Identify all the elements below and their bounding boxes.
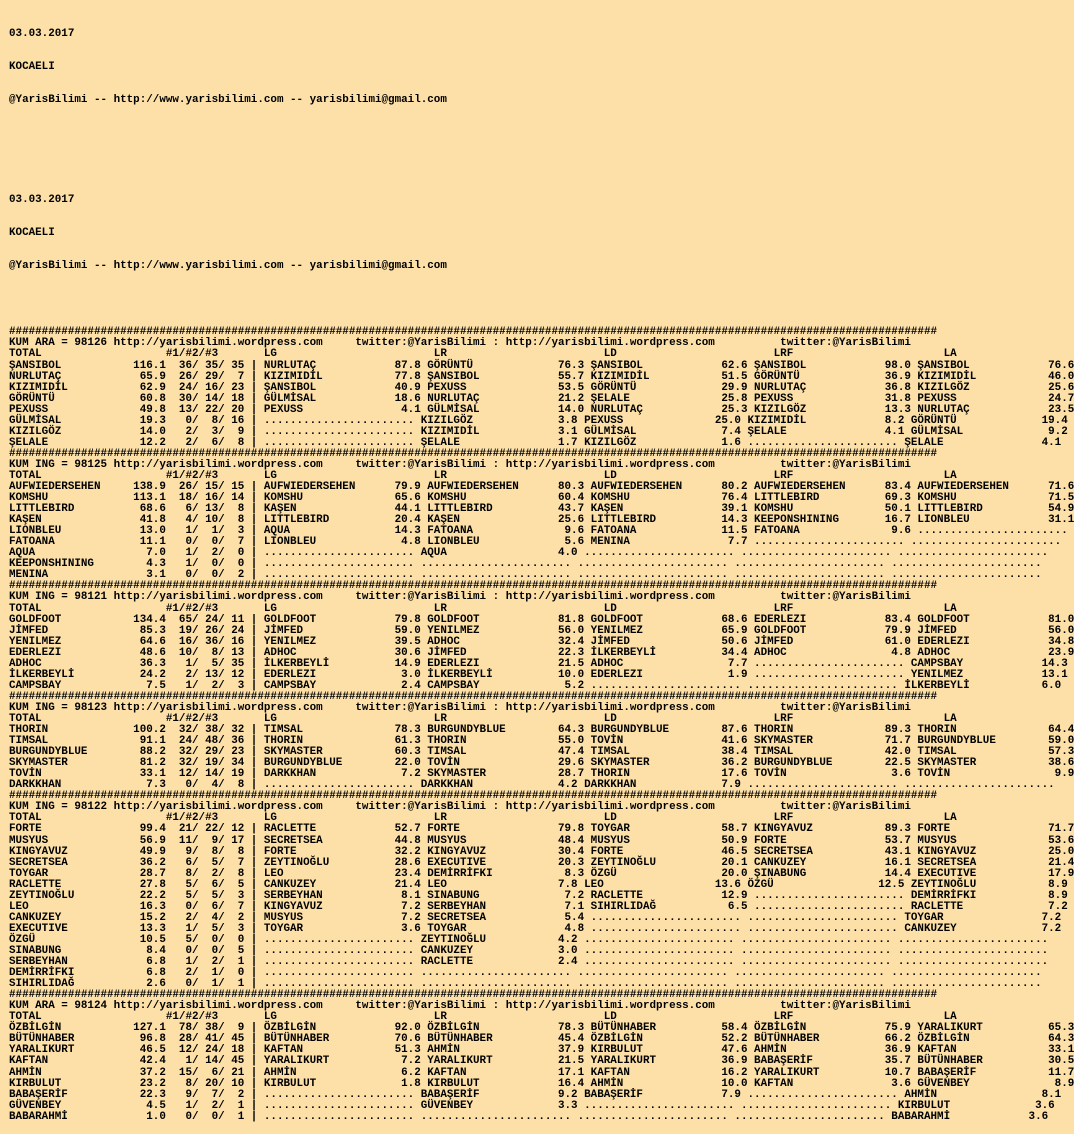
header-city: KOCAELI xyxy=(9,226,55,239)
result-row: YENILMEZ 64.6 16/ 36/ 16 | YENILMEZ 39.5 ADHOC 32.4 JİMFED 50.6 JİMFED 61.0 EDERLEZI 34.8 xyxy=(9,635,1074,648)
column-headers: TOTAL #1/#2/#3 LG LR LD LRF LA xyxy=(9,348,957,361)
section-title: KUM ARA = 98126 http://yarisbilimi.wordpress.com twitter:@YarisBilimi : http://yarisbilimi.wordpress.com twitter:@YarisBilimi xyxy=(9,337,911,350)
result-row: CAMPSBAY 7.5 1/ 2/ 3 | CAMPSBAY 2.4 CAMPSBAY 5.2 ....................... ....................... İLKERBEYLİ 6.0 xyxy=(9,679,1062,692)
result-row: KAŞEN 41.8 4/ 10/ 8 | LITTLEBIRD 20.4 KAŞEN 25.6 LITTLEBIRD 14.3 KEEPONSHINING 16.7 LIONBLEU 31.1 xyxy=(9,514,1074,527)
result-row: AHMİN 37.2 15/ 6/ 21 | AHMİN 6.2 KAFTAN 17.1 KAFTAN 16.2 YARALIKURT 10.7 BABAŞERİF 11.7 xyxy=(9,1066,1074,1079)
result-row: LEO 16.3 0/ 6/ 7 | KINGYAVUZ 7.2 SERBEYHAN 7.1 SIHIRLIDAĞ 6.5 ....................... RACLETTE 7.2 xyxy=(9,900,1068,913)
result-row: FATOANA 11.1 0/ 0/ 7 | LIONBLEU 4.8 LIONBLEU 5.6 MENINA 7.7 ....................... ....................... xyxy=(9,536,1062,549)
result-row: BABARAHMİ 1.0 0/ 0/ 1 | ....................... ....................... ....................... ....................... BABARAHMİ 3.6 xyxy=(9,1110,1049,1123)
race-section xyxy=(9,990,1074,1123)
column-headers: TOTAL #1/#2/#3 LG LR LD LRF LA xyxy=(9,812,957,825)
race-section xyxy=(9,327,1074,449)
result-row: BÜTÜNHABER 96.8 28/ 41/ 45 | BÜTÜNHABER 70.6 BÜTÜNHABER 45.4 ÖZBİLGİN 52.2 BÜTÜNHABER 66.2 ÖZBİLGİN 64.3 xyxy=(9,1033,1074,1046)
section-divider: ############################################################################################################################################## xyxy=(9,989,938,1002)
column-headers: TOTAL #1/#2/#3 LG LR LD LRF LA xyxy=(9,469,957,482)
section-title: KUM ING = 98125 http://yarisbilimi.wordpress.com twitter:@YarisBilimi : http://yarisbilimi.wordpress.com twitter:@YarisBilimi xyxy=(9,458,911,471)
result-row: ŞELALE 12.2 2/ 6/ 8 | ....................... ŞELALE 1.7 KIZILGÖZ 1.6 ....................... ŞELALE 4.1 xyxy=(9,436,1062,449)
result-row: YARALIKURT 46.5 12/ 24/ 18 | KAFTAN 51.3 AHMİN 37.9 KIRBULUT 47.6 AHMİN 36.9 KAFTAN 33.1 xyxy=(9,1044,1074,1057)
result-row: SECRETSEA 36.2 6/ 5/ 7 | ZEYTINOĞLU 28.6 EXECUTIVE 20.3 ZEYTINOĞLU 20.1 CANKUZEY 16.1 SECRETSEA 21.4 xyxy=(9,856,1074,869)
result-row: KINGYAVUZ 49.9 9/ 8/ 8 | FORTE 32.2 KINGYAVUZ 30.4 FORTE 46.5 SECRETSEA 43.1 KINGYAVUZ 25.0 xyxy=(9,845,1074,858)
result-row: ÖZGÜ 10.5 5/ 0/ 0 | ....................... ZEYTINOĞLU 4.2 ....................... ....................... ....................... xyxy=(9,933,1049,946)
header-city: KOCAELI xyxy=(9,61,55,74)
result-row: KIZIMIDİL 62.9 24/ 16/ 23 | ŞANSIBOL 40.9 PEXUSS 53.5 GÖRÜNTÜ 29.9 NURLUTAÇ 36.8 KIZILGÖZ 25.6 xyxy=(9,381,1074,394)
section-divider: ############################################################################################################################################## xyxy=(9,790,938,803)
result-row: BABAŞERİF 22.3 9/ 7/ 2 | ....................... BABAŞERİF 9.2 BABAŞERİF 7.9 ....................... AHMİN 8.1 xyxy=(9,1088,1062,1101)
section-title: KUM ING = 98123 http://yarisbilimi.wordpress.com twitter:@YarisBilimi : http://yarisbilimi.wordpress.com twitter:@YarisBilimi xyxy=(9,701,911,714)
result-row: EXECUTIVE 13.3 1/ 5/ 3 | TOYGAR 3.6 TOYGAR 4.8 ....................... ....................... CANKUZEY 7.2 xyxy=(9,922,1062,935)
race-section xyxy=(9,581,1074,691)
result-row: SIHIRLIDAĞ 2.6 0/ 1/ 1 | ....................... ....................... ....................... ....................... ....................... xyxy=(9,978,1042,991)
result-row: MENINA 3.1 0/ 0/ 2 | ....................... ....................... ....................... ....................... ....................... xyxy=(9,569,1042,582)
section-divider: ############################################################################################################################################## xyxy=(9,690,938,703)
header-date: 03.03.2017 xyxy=(9,193,75,206)
result-row: CANKUZEY 15.2 2/ 4/ 2 | MUSYUS 7.2 SECRETSEA 5.4 ....................... ....................... TOYGAR 7.2 xyxy=(9,911,1062,924)
result-row: ÖZBİLGİN 127.1 78/ 38/ 9 | ÖZBİLGİN 92.0 ÖZBİLGİN 78.3 BÜTÜNHABER 58.4 ÖZBİLGİN 75.9 YARALIKURT 65.3 xyxy=(9,1022,1074,1035)
race-section xyxy=(9,791,1074,990)
result-row: PEXUSS 49.8 13/ 22/ 20 | PEXUSS 4.1 GÜLMİSAL 14.0 NURLUTAÇ 25.3 KIZILGÖZ 13.3 NURLUTAÇ 23.5 xyxy=(9,403,1074,416)
result-row: ADHOC 36.3 1/ 5/ 35 | İLKERBEYLİ 14.9 EDERLEZI 21.5 ADHOC 7.7 ....................... CAMPSBAY 14.3 xyxy=(9,657,1068,670)
result-row: BURGUNDYBLUE 88.2 32/ 29/ 23 | SKYMASTER 60.3 TIMSAL 47.4 TIMSAL 38.4 TIMSAL 42.0 TIMSAL 57.3 xyxy=(9,746,1074,759)
header-contact: @YarisBilimi -- http://www.yarisbilimi.com -- yarisbilimi@gmail.com xyxy=(9,94,447,107)
results-document xyxy=(9,7,1074,1134)
result-row: AUFWIEDERSEHEN 138.9 26/ 15/ 15 | AUFWIEDERSEHEN 79.9 AUFWIEDERSEHEN 80.3 AUFWIEDERSEHEN 80.2 AUFWIEDERSEHEN 83.4 AUFWIEDERSEHEN 71.6 xyxy=(9,481,1074,494)
result-row: TOYGAR 28.7 8/ 2/ 8 | LEO 23.4 DEMİRRİFKI 8.3 ÖZGÜ 20.0 ŞINABUNG 14.4 EXECUTIVE 17.9 xyxy=(9,867,1074,880)
column-headers: TOTAL #1/#2/#3 LG LR LD LRF LA xyxy=(9,602,957,615)
result-row: JİMFED 85.3 19/ 26/ 24 | JİMFED 59.0 YENILMEZ 56.0 YENILMEZ 65.9 GOLDFOOT 79.9 JİMFED 56.0 xyxy=(9,624,1074,637)
result-row: DEMİRRİFKI 6.8 2/ 1/ 0 | ....................... ....................... ....................... ....................... ....................... xyxy=(9,967,1042,980)
result-row: KIZILGÖZ 14.0 2/ 3/ 9 | ....................... KIZIMIDİL 3.1 GÜLMİSAL 7.4 ŞELALE 4.1 GÜLMİSAL 9.2 xyxy=(9,425,1068,438)
header-date: 03.03.2017 xyxy=(9,28,75,41)
column-headers: TOTAL #1/#2/#3 LG LR LD LRF LA xyxy=(9,1011,957,1024)
result-row: EDERLEZI 48.6 10/ 8/ 13 | ADHOC 30.6 JİMFED 22.3 İLKERBEYLİ 34.4 ADHOC 4.8 ADHOC 23.9 xyxy=(9,646,1074,659)
section-title: KUM ING = 98121 http://yarisbilimi.wordpress.com twitter:@YarisBilimi : http://yarisbilimi.wordpress.com twitter:@YarisBilimi xyxy=(9,591,911,604)
column-headers: TOTAL #1/#2/#3 LG LR LD LRF LA xyxy=(9,713,957,725)
result-row: RACLETTE 27.8 5/ 6/ 5 | CANKUZEY 21.4 LEO 7.8 LEO 13.6 ÖZGÜ 12.5 ZEYTINOĞLU 8.9 xyxy=(9,878,1068,891)
result-row: KOMSHU 113.1 18/ 16/ 14 | KOMSHU 65.6 KOMSHU 60.4 KOMSHU 76.4 LITTLEBIRD 69.3 KOMSHU 71.5 xyxy=(9,492,1074,505)
section-divider: ############################################################################################################################################## xyxy=(9,447,938,460)
section-title: KUM ING = 98122 http://yarisbilimi.wordpress.com twitter:@YarisBilimi : http://yarisbilimi.wordpress.com twitter:@YarisBilimi xyxy=(9,801,911,814)
spacer xyxy=(9,162,1074,173)
result-row: THORIN 100.2 32/ 38/ 32 | TIMSAL 78.3 BURGUNDYBLUE 64.3 BURGUNDYBLUE 87.6 THORIN 89.3 THORIN 64.4 xyxy=(9,724,1074,737)
race-sections xyxy=(9,327,1074,1122)
result-row: KEEPONSHINING 4.3 1/ 0/ 0 | ....................... ....................... ....................... ....................... ....................... xyxy=(9,558,1042,571)
result-row: KIRBULUT 23.2 8/ 20/ 10 | KIRBULUT 1.8 KIRBULUT 16.4 AHMİN 10.0 KAFTAN 3.6 GÜVENBEY 8.9 xyxy=(9,1077,1074,1090)
result-row: FORTE 99.4 21/ 22/ 12 | RACLETTE 52.7 FORTE 79.8 TOYGAR 58.7 KINGYAVUZ 89.3 FORTE 71.7 xyxy=(9,823,1074,836)
result-row: SKYMASTER 81.2 32/ 19/ 34 | BURGUNDYBLUE 22.0 TOVİN 29.6 SKYMASTER 36.2 BURGUNDYBLUE 22.5 SKYMASTER 38.6 xyxy=(9,757,1074,770)
result-row: SERBEYHAN 6.8 1/ 2/ 1 | ....................... RACLETTE 2.4 ....................... ....................... ....................... xyxy=(9,956,1049,969)
result-row: NURLUTAÇ 65.9 26/ 29/ 7 | KIZIMIDİL 77.8 ŞANSIBOL 55.7 KIZIMIDİL 51.5 GÖRÜNTÜ 36.9 KIZIMIDİL 46.0 xyxy=(9,370,1074,383)
result-row: GÜLMİSAL 19.3 0/ 8/ 16 | ....................... KIZILGÖZ 3.8 PEXUSS 25.0 KIZIMIDİL 8.2 GÖRÜNTÜ 19.4 xyxy=(9,414,1068,427)
result-row: TIMSAL 91.1 24/ 48/ 36 | THORIN 61.3 THORIN 55.0 TOVİN 41.6 SKYMASTER 71.7 BURGUNDYBLUE 59.0 xyxy=(9,735,1074,748)
result-row: MUSYUS 56.9 11/ 9/ 17 | SECRETSEA 44.8 MUSYUS 48.4 MUSYUS 50.9 FORTE 53.7 MUSYUS 53.6 xyxy=(9,834,1074,847)
result-row: GÜVENBEY 4.5 1/ 2/ 1 | ....................... GÜVENBEY 3.3 ....................... ....................... KIRBULUT 3.6 xyxy=(9,1099,1055,1112)
result-row: ŞANSIBOL 116.1 36/ 35/ 35 | NURLUTAÇ 87.8 GÖRÜNTÜ 76.3 ŞANSIBOL 62.6 ŞANSIBOL 98.0 ŞANSIBOL 76.6 xyxy=(9,359,1074,372)
spacer xyxy=(9,294,1074,305)
result-row: GÖRÜNTÜ 60.8 30/ 14/ 18 | GÜLMİSAL 18.6 NURLUTAÇ 21.2 ŞELALE 25.8 PEXUSS 31.8 PEXUSS 24.7 xyxy=(9,392,1074,405)
race-section xyxy=(9,692,1074,791)
spacer xyxy=(9,129,1074,140)
result-row: SINABUNG 8.4 0/ 0/ 5 | ....................... CANKUZEY 3.0 ....................... ....................... ....................... xyxy=(9,944,1049,957)
result-row: KAFTAN 42.4 1/ 14/ 45 | YARALIKURT 7.2 YARALIKURT 21.5 YARALIKURT 36.9 BABAŞERİF 35.7 BÜTÜNHABER 30.5 xyxy=(9,1055,1074,1068)
result-row: LIONBLEU 13.0 1/ 1/ 3 | AQUA 14.3 FATOANA 9.6 FATOANA 11.5 FATOANA 9.6 ....................... xyxy=(9,525,1068,538)
section-divider: ############################################################################################################################################## xyxy=(9,326,938,339)
result-row: İLKERBEYLİ 24.2 2/ 13/ 12 | EDERLEZI 3.0 İLKERBEYLİ 10.0 EDERLEZI 1.9 ....................... YENILMEZ 13.1 xyxy=(9,668,1068,681)
result-row: LITTLEBIRD 68.6 6/ 13/ 8 | KAŞEN 44.1 LITTLEBIRD 43.7 KAŞEN 39.1 KOMSHU 50.1 LITTLEBIRD 54.9 xyxy=(9,503,1074,516)
result-row: AQUA 7.0 1/ 2/ 0 | ....................... AQUA 4.0 ....................... ....................... ....................... xyxy=(9,547,1049,560)
result-row: GOLDFOOT 134.4 65/ 24/ 11 | GOLDFOOT 79.8 GOLDFOOT 81.8 GOLDFOOT 68.6 EDERLEZI 83.4 GOLDFOOT 81.0 xyxy=(9,613,1074,626)
section-title: KUM ARA = 98124 http://yarisbilimi.wordpress.com twitter:@YarisBilimi : http://yarisbilimi.wordpress.com twitter:@YarisBilimi xyxy=(9,1000,911,1013)
result-row: DARKKHAN 7.3 0/ 4/ 8 | ....................... DARKKHAN 4.2 DARKKHAN 7.9 ....................... ....................... xyxy=(9,779,1055,792)
result-row: TOVİN 33.1 12/ 14/ 19 | DARKKHAN 7.2 SKYMASTER 28.7 THORIN 17.6 TOVİN 3.6 TOVİN 9.9 xyxy=(9,768,1074,781)
header-contact: @YarisBilimi -- http://www.yarisbilimi.com -- yarisbilimi@gmail.com xyxy=(9,260,447,273)
section-divider: ############################################################################################################################################## xyxy=(9,580,938,593)
result-row: ZEYTINOĞLU 22.2 5/ 5/ 3 | SERBEYHAN 8.1 SINABUNG 7.2 RACLETTE 12.9 ....................... DEMİRRİFKI 8.9 xyxy=(9,889,1068,902)
race-section xyxy=(9,449,1074,582)
